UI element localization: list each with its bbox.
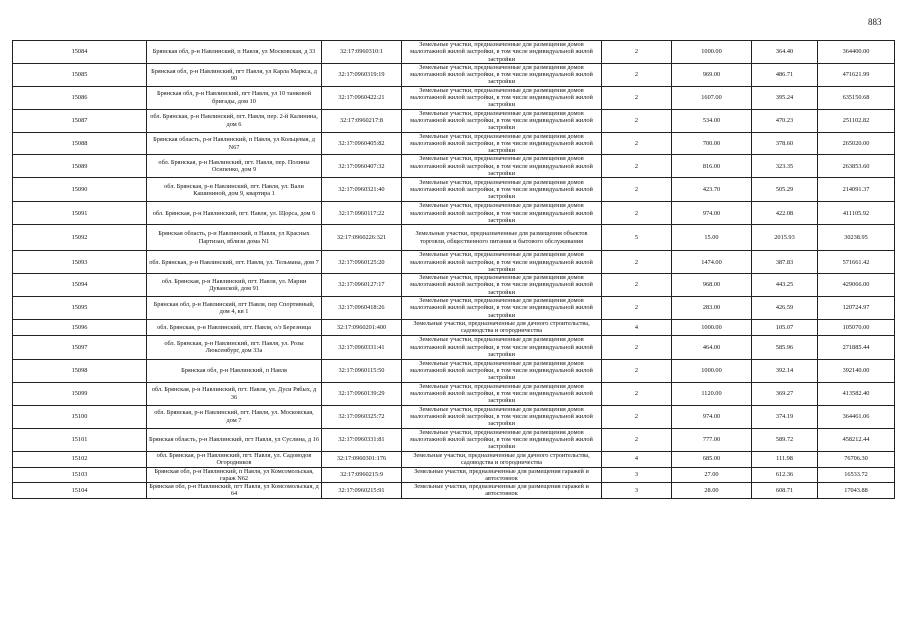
area-cell: 423.70	[672, 178, 752, 202]
address-cell: Брянская область, р-н Навлинский, пгт Навля, ул Суслина, д 16	[147, 428, 322, 451]
table-row	[13, 451, 895, 467]
cadastral-number-cell: 32:17:0960139:29	[322, 382, 402, 405]
cadastral-value-table	[12, 40, 895, 499]
group-cell: 2	[602, 202, 672, 225]
page-number: 883	[868, 17, 882, 27]
area-cell: 816.00	[672, 155, 752, 178]
cadastral-number-cell: 32:17:0960325:72	[322, 405, 402, 428]
land-use-cell: Земельные участки, предназначенные для размещения домов малоэтажной жилой застройки, в том числе индивидуальной жилой застройки	[402, 428, 602, 451]
cadastral-number-cell: 32:17:0960418:26	[322, 297, 402, 320]
address-cell: обл. Брянская, р-н Навлинский, пгт. Навля, ул. Щорса, дом 6	[147, 202, 322, 225]
cadastral-value-cell: 214091.37	[818, 178, 895, 202]
area-cell: 1474.00	[672, 251, 752, 274]
area-cell: 974.00	[672, 405, 752, 428]
group-cell: 2	[602, 297, 672, 320]
land-use-cell: Земельные участки, предназначенные для размещения домов малоэтажной жилой застройки, в том числе индивидуальной жилой застройки	[402, 382, 602, 405]
specific-value-cell: 443.25	[752, 274, 818, 297]
row-number: 15089	[13, 155, 147, 178]
land-use-cell: Земельные участки, предназначенные для размещения домов малоэтажной жилой застройки, в том числе индивидуальной жилой застройки	[402, 63, 602, 86]
cadastral-value-cell: 571661.42	[818, 251, 895, 274]
group-cell: 2	[602, 428, 672, 451]
address-cell: обл. Брянская, р-н Навлинский, пгт. Навля, ул. Тельмана, дом 7	[147, 251, 322, 274]
table-row	[13, 320, 895, 336]
area-cell: 27.00	[672, 467, 752, 483]
land-use-cell: Земельные участки, предназначенные для размещения домов малоэтажной жилой застройки, в том числе индивидуальной жилой застройки	[402, 405, 602, 428]
cadastral-number-cell: 32:17:0960201:400	[322, 320, 402, 336]
address-cell: Брянская обл, р-н Навлинский, пгт Навля, ул Карла Маркса, д 90	[147, 63, 322, 86]
cadastral-value-cell: 263853.60	[818, 155, 895, 178]
cadastral-value-cell: 120724.97	[818, 297, 895, 320]
land-use-cell: Земельные участки, предназначенные для дачного строительства, садоводства и огородничества	[402, 451, 602, 467]
group-cell: 2	[602, 109, 672, 132]
cadastral-value-cell: 76706.30	[818, 451, 895, 467]
cadastral-number-cell: 32:17:0960217:8	[322, 109, 402, 132]
cadastral-number-cell: 32:17:0960405:82	[322, 132, 402, 155]
table-row	[13, 359, 895, 382]
table-row	[13, 225, 895, 251]
table-row	[13, 335, 895, 359]
land-use-cell: Земельные участки, предназначенные для размещения гаражей и автостоянок	[402, 483, 602, 499]
row-number: 15090	[13, 178, 147, 202]
cadastral-number-cell: 32:17:0960310:1	[322, 41, 402, 64]
row-number: 15097	[13, 335, 147, 359]
table-row	[13, 178, 895, 202]
address-cell: Брянская обл, р-н Навлинский, п Навля, ул Комсомольская, гараж N62	[147, 467, 322, 483]
land-use-cell: Земельные участки, предназначенные для размещения домов малоэтажной жилой застройки, в том числе индивидуальной жилой застройки	[402, 109, 602, 132]
cadastral-number-cell: 32:17:0960331:41	[322, 335, 402, 359]
table-row	[13, 155, 895, 178]
group-cell: 2	[602, 251, 672, 274]
land-use-cell: Земельные участки, предназначенные для размещения домов малоэтажной жилой застройки, в том числе индивидуальной жилой застройки	[402, 297, 602, 320]
table-row	[13, 483, 895, 499]
row-number: 15099	[13, 382, 147, 405]
group-cell: 5	[602, 225, 672, 251]
group-cell: 4	[602, 451, 672, 467]
row-number: 15102	[13, 451, 147, 467]
row-number: 15095	[13, 297, 147, 320]
group-cell: 2	[602, 274, 672, 297]
group-cell: 2	[602, 86, 672, 109]
row-number: 15101	[13, 428, 147, 451]
cadastral-value-cell: 458212.44	[818, 428, 895, 451]
address-cell: обл. Брянская, р-н Навлинский, пгт. Навля, ул. Московская, дом 7	[147, 405, 322, 428]
cadastral-number-cell: 32:17:0960422:21	[322, 86, 402, 109]
address-cell: Брянская обл, р-н Навлинский, пгт Навля, пер Спортивный, дом 4, кв 1	[147, 297, 322, 320]
cadastral-value-cell: 17043.88	[818, 483, 895, 499]
specific-value-cell: 374.19	[752, 405, 818, 428]
cadastral-value-cell: 271885.44	[818, 335, 895, 359]
land-use-cell: Земельные участки, предназначенные для размещения домов малоэтажной жилой застройки, в том числе индивидуальной жилой застройки	[402, 359, 602, 382]
row-number: 15085	[13, 63, 147, 86]
group-cell: 2	[602, 155, 672, 178]
address-cell: обл. Брянская, р-н Навлинский, пгт. Навля, ул. Розы Люксембург, дом 33а	[147, 335, 322, 359]
specific-value-cell: 470.23	[752, 109, 818, 132]
address-cell: Брянская обл, р-н Навлинский, п Навля	[147, 359, 322, 382]
cadastral-value-cell: 364400.00	[818, 41, 895, 64]
group-cell: 3	[602, 483, 672, 499]
area-cell: 1607.00	[672, 86, 752, 109]
table-row	[13, 132, 895, 155]
land-use-cell: Земельные участки, предназначенные для размещения домов малоэтажной жилой застройки, в том числе индивидуальной жилой застройки	[402, 274, 602, 297]
specific-value-cell: 505.29	[752, 178, 818, 202]
table-row	[13, 202, 895, 225]
specific-value-cell: 422.08	[752, 202, 818, 225]
cadastral-value-cell: 411105.92	[818, 202, 895, 225]
specific-value-cell: 612.36	[752, 467, 818, 483]
land-use-cell: Земельные участки, предназначенные для размещения домов малоэтажной жилой застройки, в том числе индивидуальной жилой застройки	[402, 335, 602, 359]
row-number: 15087	[13, 109, 147, 132]
specific-value-cell: 608.71	[752, 483, 818, 499]
area-cell: 1000.00	[672, 320, 752, 336]
group-cell: 2	[602, 382, 672, 405]
table-row	[13, 274, 895, 297]
address-cell: обл. Брянская, р-н Навлинский, пгт. Навля, пер. 2-й Калинина, дом 6	[147, 109, 322, 132]
cadastral-value-cell: 105070.00	[818, 320, 895, 336]
specific-value-cell: 395.24	[752, 86, 818, 109]
specific-value-cell: 589.72	[752, 428, 818, 451]
row-number: 15096	[13, 320, 147, 336]
cadastral-value-cell: 265020.00	[818, 132, 895, 155]
group-cell: 2	[602, 41, 672, 64]
row-number: 15103	[13, 467, 147, 483]
cadastral-number-cell: 32:17:0960115:50	[322, 359, 402, 382]
row-number: 15093	[13, 251, 147, 274]
area-cell: 28.00	[672, 483, 752, 499]
specific-value-cell: 392.14	[752, 359, 818, 382]
specific-value-cell: 426.59	[752, 297, 818, 320]
row-number: 15094	[13, 274, 147, 297]
land-use-cell: Земельные участки, предназначенные для дачного строительства, садоводства и огородничества	[402, 320, 602, 336]
cadastral-number-cell: 32:17:0960215:91	[322, 483, 402, 499]
table-row	[13, 63, 895, 86]
area-cell: 283.00	[672, 297, 752, 320]
cadastral-value-cell: 16533.72	[818, 467, 895, 483]
address-cell: обл. Брянская, р-н Навлинский, пгт. Навля, о/з Березница	[147, 320, 322, 336]
specific-value-cell: 387.83	[752, 251, 818, 274]
area-cell: 777.00	[672, 428, 752, 451]
table-row	[13, 405, 895, 428]
address-cell: Брянская область, р-н Навлинский, п Навля, ул Красных Партизан, вблизи дома N1	[147, 225, 322, 251]
cadastral-value-cell: 429066.00	[818, 274, 895, 297]
land-use-cell: Земельные участки, предназначенные для размещения домов малоэтажной жилой застройки, в том числе индивидуальной жилой застройки	[402, 178, 602, 202]
address-cell: Брянская обл, р-н Навлинский, пгт Навля, ул 10 танковой бригады, дом 10	[147, 86, 322, 109]
area-cell: 969.00	[672, 63, 752, 86]
row-number: 15091	[13, 202, 147, 225]
area-cell: 1000.00	[672, 359, 752, 382]
cadastral-value-cell: 635150.68	[818, 86, 895, 109]
cadastral-number-cell: 32:17:0960226:321	[322, 225, 402, 251]
land-use-cell: Земельные участки, предназначенные для размещения домов малоэтажной жилой застройки, в том числе индивидуальной жилой застройки	[402, 132, 602, 155]
table-row	[13, 382, 895, 405]
cadastral-number-cell: 32:17:0960125:20	[322, 251, 402, 274]
cadastral-value-cell: 413582.40	[818, 382, 895, 405]
specific-value-cell: 111.98	[752, 451, 818, 467]
land-use-cell: Земельные участки, предназначенные для размещения объектов торговли, общественного питания и бытового обслуживания	[402, 225, 602, 251]
specific-value-cell: 369.27	[752, 382, 818, 405]
row-number: 15084	[13, 41, 147, 64]
table-row	[13, 297, 895, 320]
cadastral-number-cell: 32:17:0960319:19	[322, 63, 402, 86]
group-cell: 2	[602, 405, 672, 428]
group-cell: 2	[602, 178, 672, 202]
row-number: 15088	[13, 132, 147, 155]
area-cell: 15.00	[672, 225, 752, 251]
cadastral-number-cell: 32:17:0960331:81	[322, 428, 402, 451]
table-row	[13, 428, 895, 451]
cadastral-number-cell: 32:17:0960127:17	[322, 274, 402, 297]
area-cell: 464.00	[672, 335, 752, 359]
area-cell: 1000.00	[672, 41, 752, 64]
address-cell: обл. Брянская, р-н Навлинский, пгт. Навля, ул. Садоводов Огородников	[147, 451, 322, 467]
row-number: 15100	[13, 405, 147, 428]
group-cell: 2	[602, 63, 672, 86]
cadastral-value-cell: 251102.82	[818, 109, 895, 132]
specific-value-cell: 486.71	[752, 63, 818, 86]
cadastral-number-cell: 32:17:0960321:40	[322, 178, 402, 202]
specific-value-cell: 2015.93	[752, 225, 818, 251]
address-cell: Брянская обл, р-н Навлинский, пгт Навля, ул Комсомольская, д 64	[147, 483, 322, 499]
address-cell: обл. Брянская, р-н Навлинский, пгт. Навля, пер. Полины Осипенко, дом 9	[147, 155, 322, 178]
land-use-cell: Земельные участки, предназначенные для размещения гаражей и автостоянок	[402, 467, 602, 483]
cadastral-value-cell: 392140.00	[818, 359, 895, 382]
cadastral-number-cell: 32:17:0960407:32	[322, 155, 402, 178]
table-row	[13, 86, 895, 109]
cadastral-number-cell: 32:17:0960117:22	[322, 202, 402, 225]
specific-value-cell: 378.60	[752, 132, 818, 155]
cadastral-value-cell: 471621.99	[818, 63, 895, 86]
group-cell: 3	[602, 467, 672, 483]
area-cell: 1120.00	[672, 382, 752, 405]
table-row	[13, 41, 895, 64]
cadastral-value-cell: 364461.06	[818, 405, 895, 428]
specific-value-cell: 105.07	[752, 320, 818, 336]
cadastral-value-cell: 30238.95	[818, 225, 895, 251]
address-cell: обл. Брянская, р-н Навлинский, пгт. Навля, ул. Марии Дуванской, дом 91	[147, 274, 322, 297]
specific-value-cell: 323.35	[752, 155, 818, 178]
table-row	[13, 109, 895, 132]
address-cell: Брянская область, р-н Навлинский, п Навля, ул Кольцевая, д N67	[147, 132, 322, 155]
area-cell: 968.00	[672, 274, 752, 297]
row-number: 15104	[13, 483, 147, 499]
specific-value-cell: 585.96	[752, 335, 818, 359]
specific-value-cell: 364.40	[752, 41, 818, 64]
land-use-cell: Земельные участки, предназначенные для размещения домов малоэтажной жилой застройки, в том числе индивидуальной жилой застройки	[402, 41, 602, 64]
row-number: 15092	[13, 225, 147, 251]
row-number: 15098	[13, 359, 147, 382]
group-cell: 2	[602, 359, 672, 382]
table-row	[13, 251, 895, 274]
land-use-cell: Земельные участки, предназначенные для размещения домов малоэтажной жилой застройки, в том числе индивидуальной жилой застройки	[402, 202, 602, 225]
area-cell: 974.00	[672, 202, 752, 225]
address-cell: обл. Брянская, р-н Навлинский, пгт. Навля, ул. Дуси Рябых, д 36	[147, 382, 322, 405]
area-cell: 534.00	[672, 109, 752, 132]
group-cell: 2	[602, 132, 672, 155]
group-cell: 4	[602, 320, 672, 336]
address-cell: обл. Брянская, р-н Навлинский, пгт. Навля, ул. Вали Кашининой, дом 9, квартира 1	[147, 178, 322, 202]
land-use-cell: Земельные участки, предназначенные для размещения домов малоэтажной жилой застройки, в том числе индивидуальной жилой застройки	[402, 251, 602, 274]
area-cell: 700.00	[672, 132, 752, 155]
cadastral-number-cell: 32:17:0960215:9	[322, 467, 402, 483]
table-body	[13, 41, 895, 499]
row-number: 15086	[13, 86, 147, 109]
table-row	[13, 467, 895, 483]
cadastral-number-cell: 32:17:0960301:176	[322, 451, 402, 467]
area-cell: 685.00	[672, 451, 752, 467]
land-use-cell: Земельные участки, предназначенные для размещения домов малоэтажной жилой застройки, в том числе индивидуальной жилой застройки	[402, 86, 602, 109]
group-cell: 2	[602, 335, 672, 359]
land-use-cell: Земельные участки, предназначенные для размещения домов малоэтажной жилой застройки, в том числе индивидуальной жилой застройки	[402, 155, 602, 178]
address-cell: Брянская обл, р-н Навлинский, п Навля, ул Московская, д 33	[147, 41, 322, 64]
